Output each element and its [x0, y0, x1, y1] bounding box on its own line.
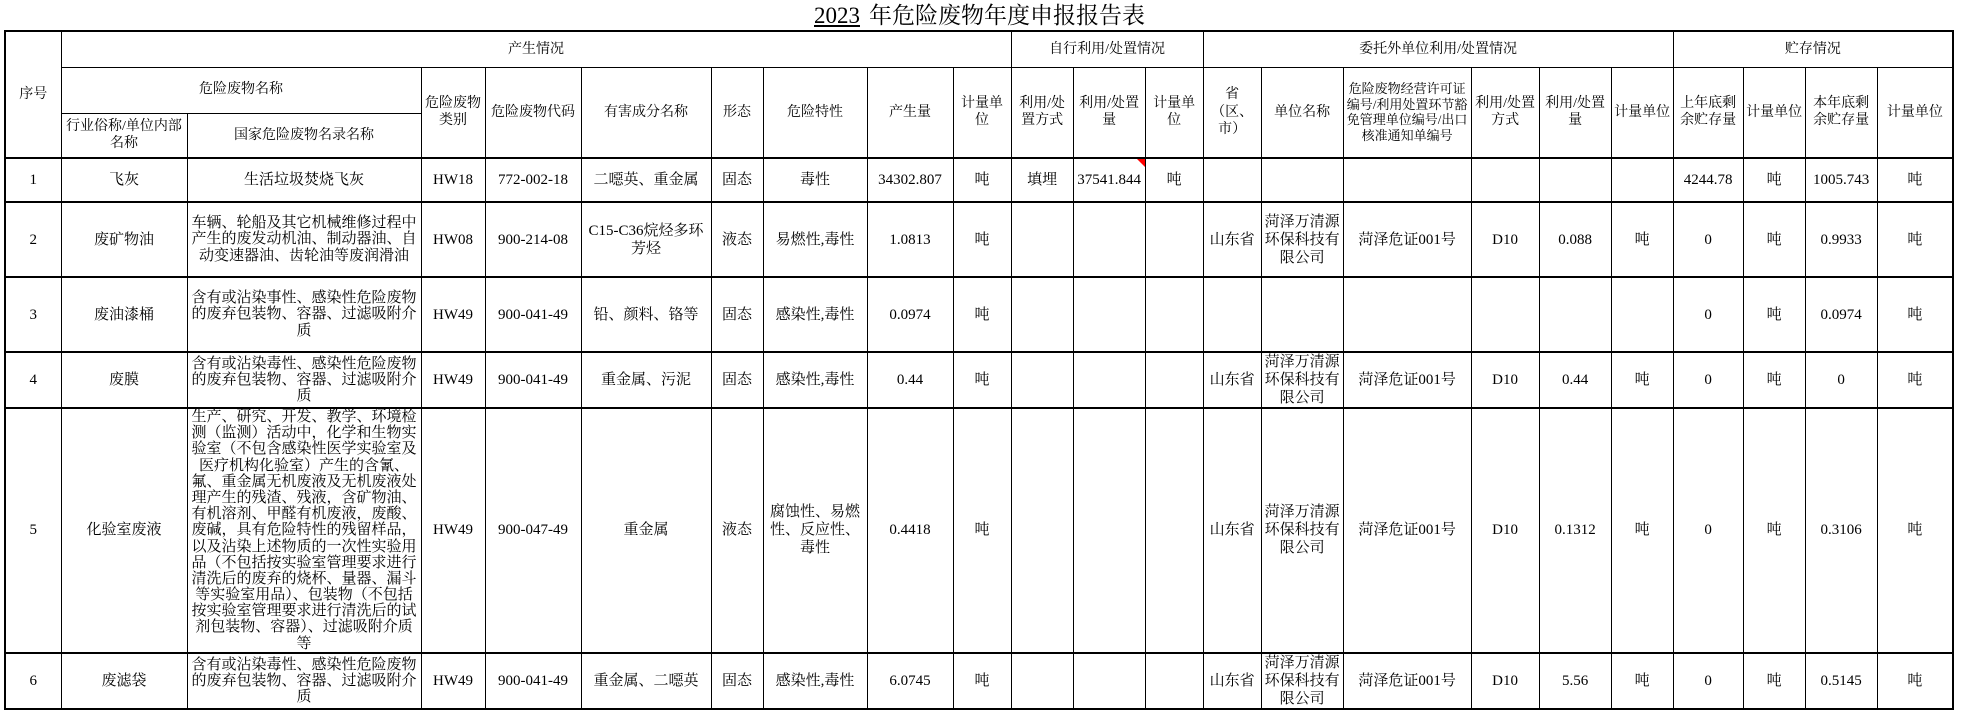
- cell-self-method: [1011, 202, 1073, 277]
- cell-text: 菏泽万清源环保科技有限公司: [1264, 354, 1340, 406]
- cell-this-unit: [1877, 408, 1953, 653]
- cell-text: 含有或沾染事性、感染性危险废物的废弃包装物、容器、过滤吸附介质: [191, 290, 417, 339]
- cell-text: 1005.743: [1812, 172, 1870, 188]
- cell-self-unit: [1145, 408, 1203, 653]
- cell-ext-method: [1471, 202, 1539, 277]
- cell-ext-amount: [1539, 408, 1611, 653]
- cell-text: 3: [29, 306, 37, 323]
- cell-ext-unit: [1611, 653, 1673, 709]
- cell-text: 山东省: [1209, 372, 1255, 388]
- cell-text: 固态: [721, 172, 752, 188]
- cell-this-unit: [1877, 158, 1953, 202]
- cell-last-unit: [1743, 408, 1805, 653]
- cell-company: [1261, 352, 1343, 408]
- cell-text: 生活垃圾焚烧飞灰: [243, 171, 364, 188]
- cell-national-name: [187, 352, 421, 408]
- cell-self-method: [1011, 158, 1073, 202]
- cell-text: 吨: [1907, 372, 1923, 388]
- cell-text: 2: [29, 231, 37, 248]
- cell-text: 0: [1704, 522, 1712, 539]
- cell-text: 填埋: [1027, 172, 1058, 188]
- cell-text: 0.5145: [1820, 672, 1862, 689]
- header-section-self-disposal: 自行利用/处置情况: [1011, 31, 1203, 67]
- cell-text: 900-041-49: [498, 306, 568, 323]
- cell-text: D10: [1492, 672, 1519, 689]
- cell-text: 感染性,毒性: [775, 306, 855, 323]
- cell-this-unit: [1877, 653, 1953, 709]
- cell-text: 吨: [1907, 231, 1923, 248]
- cell-code: [485, 202, 581, 277]
- cell-province: [1203, 352, 1261, 408]
- cell-this-storage: [1805, 202, 1877, 277]
- cell-ext-unit: [1611, 277, 1673, 352]
- cell-harmful: [581, 408, 711, 653]
- cell-last-storage: [1673, 653, 1743, 709]
- cell-text: 吨: [1907, 672, 1923, 689]
- cell-self-amount: [1073, 408, 1145, 653]
- cell-hazard: [763, 158, 867, 202]
- cell-company: [1261, 158, 1343, 202]
- cell-text: HW08: [433, 231, 473, 248]
- cell-text: HW49: [433, 306, 473, 323]
- cell-ext-unit: [1611, 352, 1673, 408]
- cell-no: [5, 277, 61, 352]
- cell-self-amount: [1073, 158, 1145, 202]
- cell-text: 固态: [721, 372, 752, 388]
- cell-text: 吨: [1907, 306, 1923, 323]
- cell-harmful: [581, 277, 711, 352]
- cell-text: 固态: [721, 672, 752, 689]
- cell-text: 900-041-49: [498, 372, 568, 388]
- cell-ext-method: [1471, 408, 1539, 653]
- cell-license: [1343, 202, 1471, 277]
- cell-license: [1343, 408, 1471, 653]
- cell-text: 吨: [1766, 672, 1782, 689]
- header-code: 危险废物代码: [485, 67, 581, 158]
- header-form: 形态: [711, 67, 763, 158]
- cell-category: [421, 277, 485, 352]
- cell-no: [5, 653, 61, 709]
- cell-this-storage: [1805, 408, 1877, 653]
- cell-text: HW18: [433, 172, 473, 188]
- header-section-storage: 贮存情况: [1673, 31, 1953, 67]
- cell-province: [1203, 277, 1261, 352]
- cell-ext-unit: [1611, 158, 1673, 202]
- header-category: 危险废物类别: [421, 67, 485, 158]
- cell-text: 废矿物油: [93, 231, 154, 248]
- cell-text: 吨: [1634, 522, 1650, 539]
- cell-ext-method: [1471, 277, 1539, 352]
- cell-no: [5, 352, 61, 408]
- cell-text: 0.0974: [889, 306, 931, 323]
- cell-text: 山东省: [1209, 672, 1255, 689]
- cell-text: 0.3106: [1820, 522, 1862, 539]
- cell-gen-amount: [867, 408, 953, 653]
- header-industry-name: 行业俗称/单位内部名称: [61, 113, 187, 158]
- cell-text: 铅、颜料、铬等: [593, 306, 699, 323]
- cell-license: [1343, 158, 1471, 202]
- header-self-amount: 利用/处置量: [1073, 67, 1145, 158]
- header-this-unit: 计量单位: [1877, 67, 1953, 158]
- cell-text: 飞灰: [108, 172, 139, 188]
- cell-province: [1203, 158, 1261, 202]
- report-title: [4, 2, 1952, 30]
- cell-self-amount: [1073, 352, 1145, 408]
- cell-text: 菏泽危证001号: [1358, 372, 1456, 388]
- cell-self-amount: [1073, 277, 1145, 352]
- cell-ext-amount: [1539, 158, 1611, 202]
- cell-text: 山东省: [1209, 522, 1255, 539]
- cell-industry-name: [61, 158, 187, 202]
- cell-this-unit: [1877, 202, 1953, 277]
- cell-category: [421, 202, 485, 277]
- cell-text: 0: [1704, 372, 1712, 388]
- cell-text: 菏泽危证001号: [1358, 672, 1456, 689]
- cell-text: 900-041-49: [498, 672, 568, 689]
- cell-text: 34302.807: [878, 172, 942, 188]
- header-company: 单位名称: [1261, 67, 1343, 158]
- cell-this-storage: [1805, 277, 1877, 352]
- cell-form: [711, 408, 763, 653]
- cell-self-unit: [1145, 653, 1203, 709]
- header-gen-unit: 计量单位: [953, 67, 1011, 158]
- cell-text: 感染性,毒性: [775, 372, 855, 388]
- header-ext-amount: 利用/处置量: [1539, 67, 1611, 158]
- cell-text: 0.44: [896, 372, 924, 388]
- cell-hazard: [763, 352, 867, 408]
- cell-self-unit: [1145, 202, 1203, 277]
- cell-code: [485, 158, 581, 202]
- cell-self-unit: [1145, 158, 1203, 202]
- cell-gen-amount: [867, 352, 953, 408]
- cell-text: 菏泽万清源环保科技有限公司: [1264, 504, 1340, 557]
- cell-text: 固态: [721, 306, 752, 323]
- cell-self-method: [1011, 352, 1073, 408]
- cell-form: [711, 653, 763, 709]
- cell-text: 0: [1704, 306, 1712, 323]
- header-section-generation: 产生情况: [61, 31, 1011, 67]
- cell-text: 0: [1704, 672, 1712, 689]
- cell-last-storage: [1673, 352, 1743, 408]
- cell-text: 重金属、污泥: [600, 372, 691, 388]
- cell-license: [1343, 352, 1471, 408]
- cell-ext-method: [1471, 352, 1539, 408]
- cell-form: [711, 202, 763, 277]
- cell-code: [485, 277, 581, 352]
- header-province: 省（区、市）: [1203, 67, 1261, 158]
- header-license: 危险废物经营许可证编号/利用处置环节豁免管理单位编号/出口核准通知单编号: [1343, 67, 1471, 158]
- cell-text: 吨: [974, 231, 990, 248]
- cell-text: HW49: [433, 522, 473, 539]
- cell-text: 0.0974: [1820, 306, 1862, 323]
- table-row: [5, 202, 1953, 277]
- header-ext-unit: 计量单位: [1611, 67, 1673, 158]
- cell-text: HW49: [433, 672, 473, 689]
- table-row: [5, 277, 1953, 352]
- cell-this-unit: [1877, 277, 1953, 352]
- cell-text: 1.0813: [889, 231, 931, 248]
- cell-text: D10: [1492, 231, 1519, 248]
- cell-text: 5.56: [1561, 672, 1589, 689]
- cell-harmful: [581, 352, 711, 408]
- cell-self-method: [1011, 408, 1073, 653]
- cell-last-storage: [1673, 202, 1743, 277]
- cell-last-unit: [1743, 202, 1805, 277]
- cell-ext-method: [1471, 653, 1539, 709]
- cell-ext-method: [1471, 158, 1539, 202]
- cell-text: 0: [1837, 372, 1845, 388]
- cell-industry-name: [61, 277, 187, 352]
- cell-text: 5: [29, 522, 37, 539]
- cell-text: 吨: [974, 522, 990, 539]
- cell-text: 腐蚀性、易燃性、反应性、毒性: [769, 504, 860, 557]
- header-national-name: 国家危险废物名录名称: [187, 113, 421, 158]
- cell-category: [421, 653, 485, 709]
- cell-text: 1: [29, 172, 37, 188]
- cell-text: 吨: [1766, 172, 1782, 188]
- cell-gen-unit: [953, 408, 1011, 653]
- header-row-sections: [5, 31, 1953, 67]
- cell-category: [421, 408, 485, 653]
- cell-text: 废滤袋: [101, 672, 147, 689]
- cell-gen-amount: [867, 277, 953, 352]
- cell-text: 6: [29, 672, 37, 689]
- cell-text: 6.0745: [889, 672, 931, 689]
- cell-text: 易燃性,毒性: [775, 231, 855, 248]
- cell-license: [1343, 653, 1471, 709]
- cell-no: [5, 202, 61, 277]
- cell-self-amount: [1073, 653, 1145, 709]
- header-last-unit: 计量单位: [1743, 67, 1805, 158]
- cell-gen-amount: [867, 158, 953, 202]
- comment-indicator-icon: [1137, 159, 1145, 167]
- cell-industry-name: [61, 408, 187, 653]
- table-row: [5, 653, 1953, 709]
- cell-text: 吨: [974, 672, 990, 689]
- cell-province: [1203, 408, 1261, 653]
- cell-ext-unit: [1611, 408, 1673, 653]
- cell-hazard: [763, 653, 867, 709]
- cell-text: 液态: [721, 522, 752, 539]
- header-self-unit: 计量单位: [1145, 67, 1203, 158]
- cell-text: 车辆、轮船及其它机械维修过程中产生的废发动机油、制动器油、自动变速器油、齿轮油等废润滑油: [191, 215, 417, 264]
- cell-self-unit: [1145, 352, 1203, 408]
- cell-text: 吨: [1766, 372, 1782, 388]
- cell-gen-unit: [953, 653, 1011, 709]
- cell-text: 二噁英、重金属: [593, 172, 699, 188]
- cell-national-name: [187, 653, 421, 709]
- cell-last-unit: [1743, 352, 1805, 408]
- cell-province: [1203, 202, 1261, 277]
- cell-company: [1261, 202, 1343, 277]
- cell-harmful: [581, 158, 711, 202]
- cell-code: [485, 408, 581, 653]
- cell-text: 吨: [1166, 172, 1182, 188]
- cell-national-name: [187, 202, 421, 277]
- cell-company: [1261, 277, 1343, 352]
- cell-last-storage: [1673, 158, 1743, 202]
- header-this-year-storage: 本年底剩余贮存量: [1805, 67, 1877, 158]
- header-waste-name-group: 危险废物名称: [61, 67, 421, 113]
- cell-this-storage: [1805, 653, 1877, 709]
- cell-text: 吨: [974, 172, 990, 188]
- cell-text: 山东省: [1209, 231, 1255, 248]
- cell-license: [1343, 277, 1471, 352]
- cell-text: 772-002-18: [498, 172, 568, 188]
- cell-hazard: [763, 408, 867, 653]
- cell-this-storage: [1805, 158, 1877, 202]
- cell-gen-amount: [867, 202, 953, 277]
- cell-text: HW49: [433, 372, 473, 388]
- cell-code: [485, 653, 581, 709]
- header-serial: 序号: [5, 31, 61, 158]
- cell-industry-name: [61, 653, 187, 709]
- cell-text: 吨: [1766, 522, 1782, 539]
- cell-ext-amount: [1539, 653, 1611, 709]
- cell-industry-name: [61, 202, 187, 277]
- cell-text: 感染性,毒性: [775, 672, 855, 689]
- cell-text: 菏泽万清源环保科技有限公司: [1264, 654, 1340, 707]
- header-harmful-component: 有害成分名称: [581, 67, 711, 158]
- cell-text: 吨: [974, 306, 990, 323]
- cell-text: 0.9933: [1820, 231, 1862, 248]
- report-table: [4, 30, 1954, 710]
- cell-text: 重金属: [623, 522, 669, 539]
- cell-national-name: [187, 277, 421, 352]
- cell-text: 0.1312: [1554, 522, 1596, 539]
- cell-self-unit: [1145, 277, 1203, 352]
- header-self-method: 利用/处置方式: [1011, 67, 1073, 158]
- cell-text: 菏泽危证001号: [1358, 231, 1456, 248]
- table-row: [5, 408, 1953, 653]
- cell-text: 废油漆桶: [93, 306, 154, 323]
- table-row: [5, 158, 1953, 202]
- table-body: [5, 158, 1953, 709]
- cell-this-unit: [1877, 352, 1953, 408]
- header-hazard-property: 危险特性: [763, 67, 867, 158]
- cell-text: 菏泽万清源环保科技有限公司: [1264, 213, 1340, 266]
- cell-text: 吨: [1766, 231, 1782, 248]
- cell-text: 毒性: [799, 172, 830, 188]
- cell-code: [485, 352, 581, 408]
- report-title-text: 年危险废物年度申报报告表: [869, 3, 1145, 28]
- header-ext-method: 利用/处置方式: [1471, 67, 1539, 158]
- cell-form: [711, 277, 763, 352]
- cell-ext-amount: [1539, 202, 1611, 277]
- cell-gen-unit: [953, 277, 1011, 352]
- cell-text: 0.088: [1558, 231, 1592, 248]
- cell-company: [1261, 653, 1343, 709]
- cell-last-storage: [1673, 408, 1743, 653]
- cell-gen-unit: [953, 352, 1011, 408]
- header-last-year-storage: 上年底剩余贮存量: [1673, 67, 1743, 158]
- cell-text: 0.4418: [889, 522, 931, 539]
- cell-province: [1203, 653, 1261, 709]
- cell-ext-unit: [1611, 202, 1673, 277]
- cell-industry-name: [61, 352, 187, 408]
- cell-text: 900-047-49: [498, 522, 568, 539]
- cell-ext-amount: [1539, 352, 1611, 408]
- cell-last-unit: [1743, 158, 1805, 202]
- cell-gen-unit: [953, 158, 1011, 202]
- cell-text: 0: [1704, 231, 1712, 248]
- cell-self-method: [1011, 653, 1073, 709]
- cell-text: 液态: [721, 231, 752, 248]
- cell-self-amount: [1073, 202, 1145, 277]
- cell-text: 含有或沾染毒性、感染性危险废物的废弃包装物、容器、过滤吸附介质: [191, 355, 417, 405]
- cell-last-unit: [1743, 277, 1805, 352]
- cell-text: C15-C36烷烃多环芳烃: [588, 222, 704, 257]
- cell-category: [421, 352, 485, 408]
- header-generation-amount: 产生量: [867, 67, 953, 158]
- cell-text: 吨: [1907, 172, 1923, 188]
- cell-gen-unit: [953, 202, 1011, 277]
- cell-text: 吨: [1766, 306, 1782, 323]
- header-row-groups: [5, 67, 1953, 113]
- cell-text: 生产、研究、开发、教学、环境检测（监测）活动中，化学和生物实验室（不包含感染性医学实验室及医疗机构化验室）产生的含氰、氟、重金属无机废液及无机废液处理产生的残渣、残液，含矿物油、有机溶剂、甲醛有机废液，废酸、废碱，具有危险特性的残留样品，以及沾染上述物质的一次性实验用品（不包括按实验室管理要求进行清洗后的废弃的烧杯、量器、漏斗等实验室用品）、包装物（不包括按实验室管理要求进行清洗后的试剂包装物、容器）、过滤吸附介质等: [191, 409, 417, 652]
- cell-ext-amount: [1539, 277, 1611, 352]
- cell-text: 吨: [1907, 522, 1923, 539]
- cell-text: 重金属、二噁英: [593, 672, 699, 689]
- cell-text: 废膜: [108, 372, 139, 388]
- cell-hazard: [763, 277, 867, 352]
- cell-last-unit: [1743, 653, 1805, 709]
- cell-this-storage: [1805, 352, 1877, 408]
- cell-text: 0.44: [1561, 372, 1589, 388]
- cell-harmful: [581, 653, 711, 709]
- report-year: 2023: [814, 3, 860, 28]
- cell-text: 吨: [974, 372, 990, 388]
- cell-text: 900-214-08: [498, 231, 568, 248]
- cell-self-method: [1011, 277, 1073, 352]
- cell-national-name: [187, 408, 421, 653]
- cell-gen-amount: [867, 653, 953, 709]
- cell-text: 含有或沾染毒性、感染性危险废物的废弃包装物、容器、过滤吸附介质: [191, 656, 417, 705]
- cell-category: [421, 158, 485, 202]
- cell-no: [5, 158, 61, 202]
- cell-text: 化验室废液: [86, 522, 162, 539]
- cell-form: [711, 352, 763, 408]
- cell-text: 吨: [1634, 372, 1650, 388]
- table-row: [5, 352, 1953, 408]
- cell-national-name: [187, 158, 421, 202]
- cell-no: [5, 408, 61, 653]
- cell-last-storage: [1673, 277, 1743, 352]
- cell-text: 吨: [1634, 231, 1650, 248]
- cell-harmful: [581, 202, 711, 277]
- cell-company: [1261, 408, 1343, 653]
- cell-text: 37541.844: [1077, 172, 1141, 188]
- cell-text: 4: [29, 372, 37, 388]
- cell-hazard: [763, 202, 867, 277]
- cell-text: 菏泽危证001号: [1358, 522, 1456, 539]
- table-header: [5, 31, 1953, 158]
- cell-text: 吨: [1634, 672, 1650, 689]
- header-section-entrusted-disposal: 委托外单位利用/处置情况: [1203, 31, 1673, 67]
- cell-text: 4244.78: [1683, 172, 1733, 188]
- cell-text: D10: [1492, 522, 1519, 539]
- cell-text: D10: [1492, 372, 1519, 388]
- cell-form: [711, 158, 763, 202]
